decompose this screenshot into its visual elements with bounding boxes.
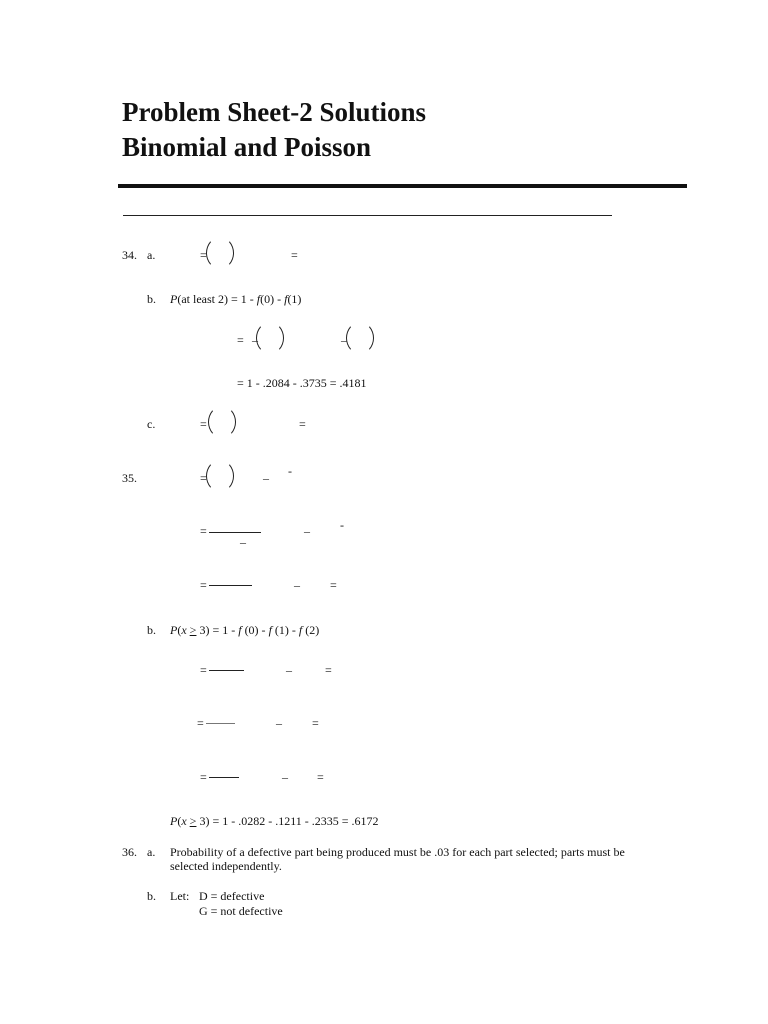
page-title-line2: Binomial and Poisson xyxy=(122,132,372,162)
problem-number: 35. xyxy=(122,471,137,485)
fraction-bar xyxy=(209,670,244,671)
part-label: b. xyxy=(147,623,156,637)
statement-text: (2) xyxy=(302,623,320,637)
f-symbol: f xyxy=(256,292,261,306)
equals-sign: = xyxy=(200,524,207,538)
let-label: Let: xyxy=(170,889,190,903)
equals-sign: = xyxy=(200,770,207,784)
f-symbol: f xyxy=(298,623,303,637)
title-rule xyxy=(118,184,687,188)
binomial-bracket xyxy=(206,237,234,269)
problem-number: 34. xyxy=(122,248,137,262)
section-rule xyxy=(123,215,612,216)
f-symbol: f xyxy=(284,292,288,306)
p-symbol: P xyxy=(170,623,178,637)
binomial-bracket xyxy=(346,322,374,354)
minus-sign: – xyxy=(341,333,347,347)
problem-number: 36. xyxy=(122,845,137,859)
equals-sign: = xyxy=(200,578,207,592)
definition-d: D = defective xyxy=(199,889,265,903)
minus-sign: – xyxy=(263,471,269,485)
equals-sign: = xyxy=(200,248,207,262)
minus-sign: – xyxy=(240,535,246,549)
equals-sign: = xyxy=(237,333,244,347)
definition-g: G = not defective xyxy=(199,904,283,918)
probability-statement xyxy=(170,292,301,306)
fraction-bar xyxy=(209,532,261,533)
equals-sign: = xyxy=(299,417,306,431)
part-label: a. xyxy=(147,248,156,262)
fraction-bar xyxy=(206,723,235,724)
statement-text: (1) xyxy=(287,292,302,306)
minus-sign: – xyxy=(294,578,300,592)
binomial-bracket xyxy=(256,322,284,354)
answer-text: Probability of a defective part being produced must be .03 for each part selected; parts must be xyxy=(170,845,625,859)
statement-text: (0) - xyxy=(241,623,269,637)
p-symbol: P xyxy=(170,292,178,306)
minus-sign: – xyxy=(276,716,282,730)
part-label: a. xyxy=(147,845,156,859)
equals-sign: = xyxy=(312,716,319,730)
equals-sign: = xyxy=(291,248,298,262)
binomial-bracket xyxy=(208,406,236,438)
statement-text: (1) - xyxy=(271,623,299,637)
statement-text: 3) = 1 - xyxy=(199,623,239,637)
minus-sign: – xyxy=(282,770,288,784)
binomial-bracket xyxy=(206,460,234,492)
f-symbol: f xyxy=(268,623,272,637)
part-label: b. xyxy=(147,292,156,306)
f-symbol: f xyxy=(238,623,242,637)
probability-statement: P(x > 3) = 1 - f (0) - f (1) - f (2) xyxy=(170,623,320,637)
fraction-bar xyxy=(209,777,239,778)
equals-sign: = xyxy=(200,471,207,485)
part-label: b. xyxy=(147,889,156,903)
equals-sign: = xyxy=(325,663,332,677)
result-text: 3) = 1 - .0282 - .1211 - .2335 = .6172 xyxy=(199,814,379,828)
page-title-line1: Problem Sheet-2 Solutions xyxy=(122,97,427,127)
statement-text: (at least 2) = 1 - xyxy=(177,292,257,306)
equals-sign: = xyxy=(317,770,324,784)
answer-text: selected independently. xyxy=(170,859,282,873)
result-line: = 1 - .2084 - .3735 = .4181 xyxy=(237,376,367,390)
minus-sign: – xyxy=(286,663,292,677)
final-result: P(x > 3) = 1 - .0282 - .1211 - .2335 = .6172 xyxy=(170,814,379,828)
exponent-dash: - xyxy=(340,518,344,532)
minus-sign: – xyxy=(252,333,258,347)
equals-sign: = xyxy=(200,663,207,677)
equals-sign: = xyxy=(330,578,337,592)
equals-sign: = xyxy=(197,716,204,730)
minus-sign: – xyxy=(304,524,310,538)
statement-text: (0) - xyxy=(260,292,285,306)
p-symbol: P xyxy=(170,814,178,828)
exponent-dash: - xyxy=(288,464,292,478)
part-label: c. xyxy=(147,417,156,431)
fraction-bar xyxy=(209,585,252,586)
equals-sign: = xyxy=(200,417,207,431)
